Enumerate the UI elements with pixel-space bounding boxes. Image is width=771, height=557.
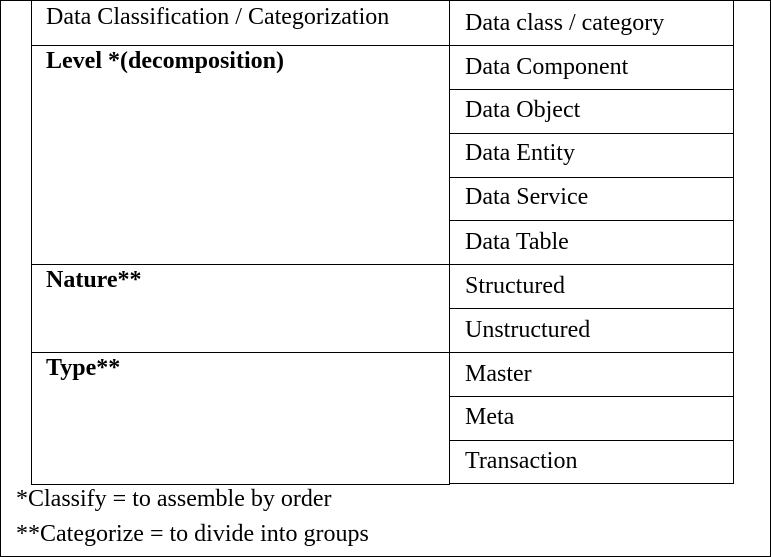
item-data-table [449, 220, 734, 265]
group-type-label: Type** [46, 355, 121, 381]
item-data-entity [449, 133, 734, 178]
group-level-label: Level *(decomposition) [46, 48, 284, 74]
group-level-cell [31, 45, 450, 265]
footnote-categorize: **Categorize = to divide into groups [16, 521, 369, 547]
item-transaction [449, 440, 734, 484]
item-label: Transaction [465, 448, 578, 474]
item-label: Data Object [465, 97, 581, 123]
item-structured [449, 264, 734, 309]
item-label: Meta [465, 404, 515, 430]
item-data-component [449, 45, 734, 90]
header-left-cell [31, 0, 450, 46]
item-label: Data Component [465, 54, 629, 80]
item-data-object [449, 89, 734, 134]
item-unstructured [449, 308, 734, 353]
header-right-cell [449, 0, 734, 46]
item-label: Data Service [465, 184, 589, 210]
header-right-label: Data class / category [465, 10, 665, 36]
item-label: Data Entity [465, 140, 575, 166]
group-nature-cell [31, 264, 450, 353]
header-left-label: Data Classification / Categorization [46, 4, 390, 30]
item-label: Data Table [465, 229, 569, 255]
footnote-classify: *Classify = to assemble by order [16, 486, 332, 512]
item-meta [449, 396, 734, 441]
item-data-service [449, 177, 734, 221]
item-label: Structured [465, 273, 565, 299]
group-nature-label: Nature** [46, 267, 142, 293]
item-label: Unstructured [465, 317, 591, 343]
item-label: Master [465, 361, 532, 387]
group-type-cell [31, 352, 450, 485]
item-master [449, 352, 734, 397]
